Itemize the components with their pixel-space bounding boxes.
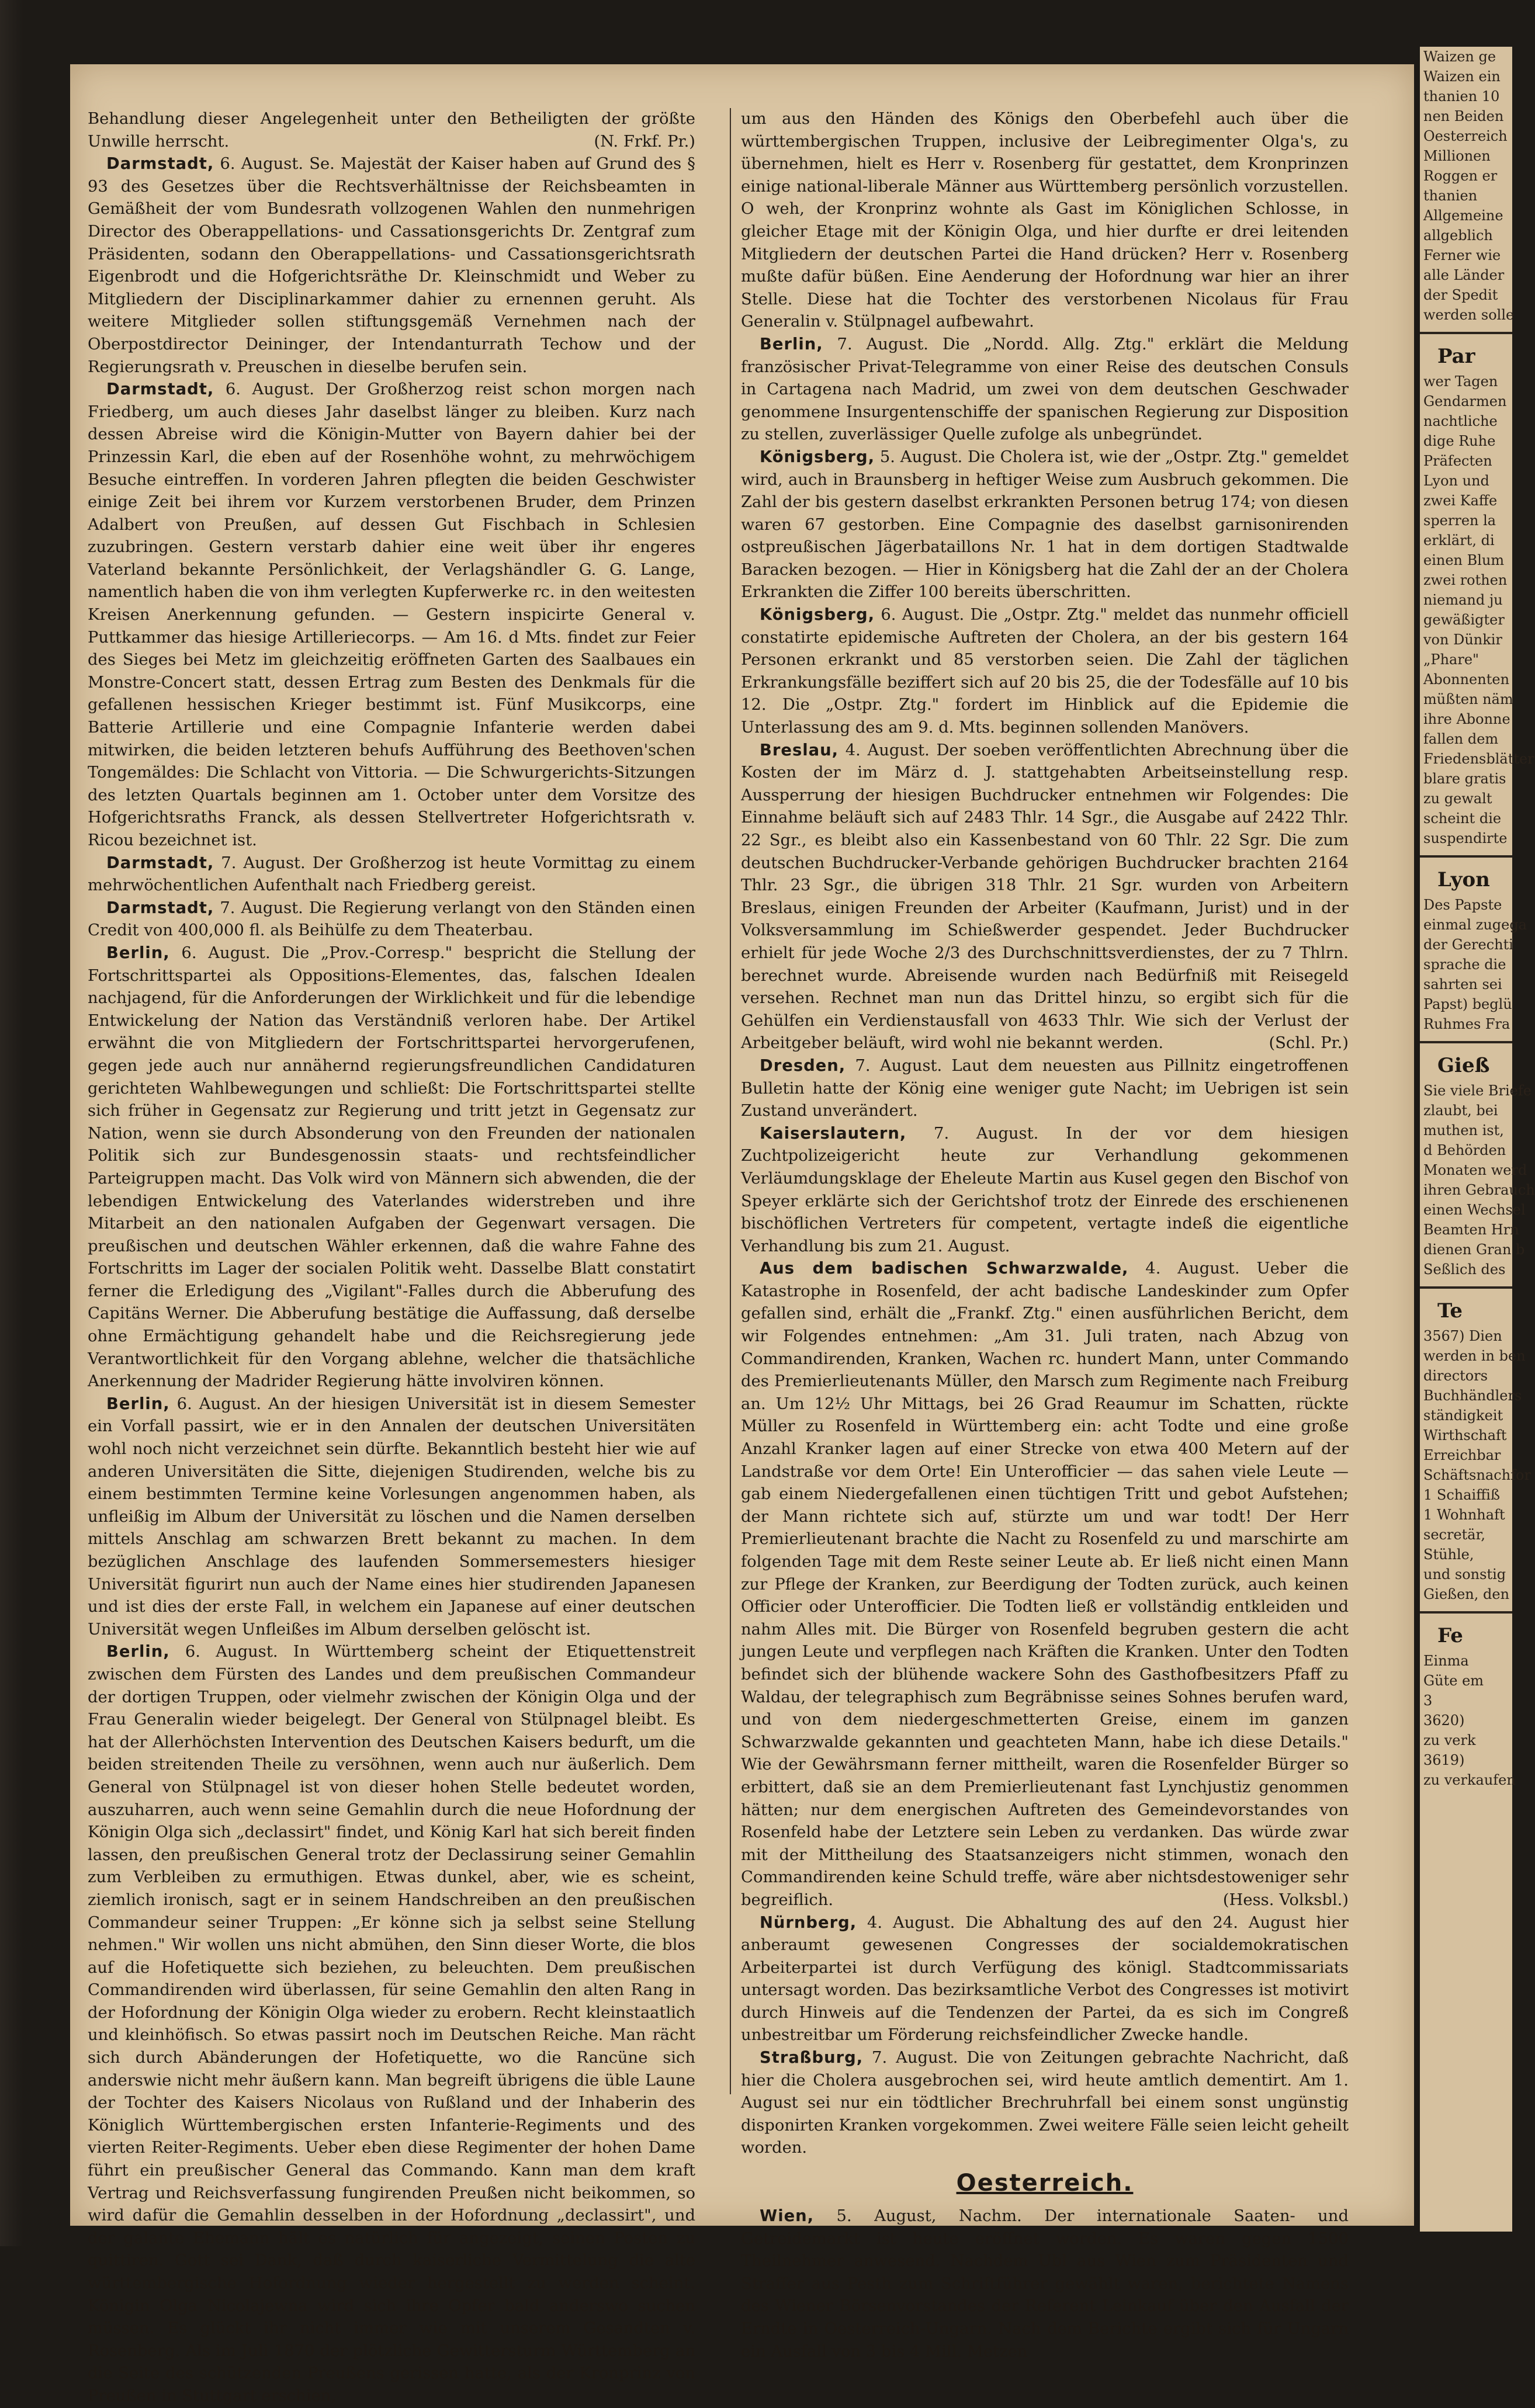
article-dateline: Berlin,: [106, 1394, 170, 1413]
news-article: [741, 2047, 1349, 2160]
adjacent-page-line: scheint die: [1423, 810, 1502, 827]
adjacent-page-line: Monaten werd: [1423, 1162, 1527, 1178]
adjacent-page-line: Schäftsnachfor: [1423, 1467, 1531, 1483]
adjacent-page-line: Friedensblätter: [1423, 751, 1534, 767]
adjacent-page-line: sahrten sei: [1423, 976, 1502, 993]
adjacent-page-rule: [1420, 332, 1512, 334]
adjacent-page-line: „Phare": [1423, 651, 1479, 668]
article-dateline: Darmstadt,: [106, 380, 214, 399]
adjacent-page-line: fallen dem: [1423, 731, 1499, 747]
article-text: 4. August. Ueber die Katastrophe in Rosenfeld, der acht badische Landeskinder zum Opfer gefallen sind, erhält die „Frankf. Ztg." einen ausführlichen Bericht, dem wir Folgendes entnehmen: „Am 31. Juli traten, nach Abzug von Commandirenden, Kranken, Wachen rc. hundert Mann, unter Commando des Premierlieutenants Müller, den Marsch zum Regimente nach Freiburg an. Um 12½ Uhr Mittags, bei 26 Grad Reaumur im Schatten, rückte Müller zu Rosenfeld in Württemberg ein: acht Todte und eine große Anzahl Kranker lagen auf einer Strecke von etwa 400 Metern auf der Landstraße vor dem Orte! Ein Unterofficier — das sahen viele Leute — gab einem Niedergefallenen einen tüchtigen Tritt und gebot Aufstehen; der Mann richtete sich auf, stürzte um und war todt! Der Herr Premierlieutenant brachte die Nacht zu Rosenfeld zu und marschirte am folgenden Tage mit dem Reste seiner Leute ab. Er ließ nicht einen Mann zur Pflege der Kranken, zur Beerdigung der Todten zurück, auch keinen Officier oder Unterofficier. Die Todten ließ er vollständig entkleiden und nahm Alles mit. Die Bürger von Rosenfeld begruben gestern die acht jungen Leute und verpflegen nach Kräften die Kranken. Unter den Todten befindet sich der blühende wackere Sohn des Gasthofbesitzers Pfaff zu Waldau, der telegraphisch zum Begräbnisse seines Sohnes berufen ward, und von dem niedergeschmetterten Greise, einem im ganzen Schwarzwalde gekannten und geachteten Mann, habe ich diese Details." Wie der Gewährsmann ferner mittheilt, waren die Rosenfelder Bürger so erbittert, daß sie an dem Premierlieutenant fast Lynchjustiz genommen hätten; nur dem energischen Auftreten des Gemeindevorstandes von Rosenfeld habe der Letztere sein Leben zu verdanken. Das würde zwar mit der Mittheilung des Staatsanzeigers nicht stimmen, wonach den Commandirenden keine Schuld treffe, wäre aber nichtsdestoweniger sehr begreiflich.: [741, 1259, 1349, 1909]
adjacent-page-line: Allgemeine: [1423, 207, 1503, 224]
adjacent-page-line: Lyon: [1437, 868, 1490, 891]
article-dateline: Darmstadt,: [106, 898, 214, 917]
adjacent-page-line: dienen Gran b: [1423, 1241, 1525, 1258]
adjacent-page-line: Präfecten: [1423, 453, 1492, 469]
adjacent-page-line: Oesterreich: [1423, 128, 1508, 144]
article-text: 7. August. Die Regierung verlangt von den Ständen einen Credit von 400,000 fl. als Beihülfe zu dem Theaterbau.: [88, 898, 695, 940]
adjacent-page-line: Des Papste: [1423, 897, 1502, 913]
adjacent-page-line: ständigkeit: [1423, 1407, 1503, 1424]
adjacent-page-line: Papst) beglü: [1423, 996, 1512, 1012]
adjacent-page-line: thanien 10: [1423, 88, 1500, 105]
adjacent-page-line: Sie viele Briefe: [1423, 1082, 1531, 1099]
adjacent-page-line: Wirthschaft: [1423, 1427, 1507, 1444]
adjacent-page-line: Güte em: [1423, 1673, 1484, 1689]
adjacent-page-line: allgeblich: [1423, 227, 1493, 244]
article-dateline: Wien,: [760, 2207, 815, 2226]
section-heading-austria: Oesterreich.: [956, 2170, 1134, 2197]
adjacent-page-rule: [1420, 1286, 1512, 1289]
article-dateline: Aus dem badischen Schwarzwalde,: [760, 1259, 1129, 1278]
article-text: 7. August. Der Großherzog ist heute Vormittag zu einem mehrwöchentlichen Aufenthalt nach Friedberg gereist.: [88, 853, 695, 895]
article-dateline: Berlin,: [106, 943, 170, 962]
news-article: [88, 852, 695, 897]
article-source: (N. Frkf. Pr.): [594, 132, 695, 151]
article-text: 6. August. Se. Majestät der Kaiser haben auf Grund des § 93 des Gesetzes über die Rechtsverhältnisse der Reichsbeamten in Gemäßheit der vom Bundesrath vollzogenen Wahlen den nunmehrigen Director des Oberappellations- und Cassationsgerichts Dr. Zentgraf zum Präsidenten, sodann den Oberappellations- und Cassationsgerichtsrath Eigenbrodt und die Hofgerichtsräthe Dr. Kleinschmidt und Weber zu Mitgliedern der Disciplinarkammer dahier zu ernennen geruht. Als weitere Mitglieder sollen stiftungsgemäß Vernehmen nach der Oberpostdirector Deininger, der Intendanturrath Techow und der Regierungsrath v. Preuschen in dieselbe berufen sein.: [88, 155, 695, 376]
adjacent-page-line: 1 Wohnhaft: [1423, 1507, 1505, 1523]
article-dateline: Straßburg,: [760, 2049, 864, 2067]
adjacent-page-line: zlaubt, bei: [1423, 1102, 1498, 1119]
article-dateline: Nürnberg,: [760, 1913, 857, 1932]
adjacent-page-line: zu gewalt: [1423, 790, 1492, 807]
adjacent-page-line: zwei Kaffe: [1423, 492, 1498, 509]
adjacent-page-line: secretär,: [1423, 1526, 1486, 1543]
article-text: 4. August. Die Abhaltung des auf den 24. August hier anberaumt gewesenen Congresses der socialdemokratischen Arbeiterpartei ist durch Verfügung des königl. Stadtcommissariats untersagt worden. Das bezirksamtliche Verbot des Congresses ist motivirt durch Hinweis auf die Tendenzen der Partei, da es sich im Congreß unbestreitbar um Förderung reichsfeindlicher Zwecke handle.: [741, 1913, 1349, 2045]
adjacent-page-rule: [1420, 1041, 1512, 1043]
article-dateline: Dresden,: [760, 1056, 846, 1075]
adjacent-page-line: nachtliche: [1423, 413, 1498, 429]
adjacent-page-line: 1 Schaiffiß: [1423, 1487, 1500, 1503]
news-article: [741, 334, 1349, 446]
adjacent-page-line: der Spedit: [1423, 287, 1498, 303]
adjacent-page-line: 3619): [1423, 1752, 1465, 1768]
article-dateline: Darmstadt,: [106, 853, 214, 872]
column-divider: [730, 108, 731, 2094]
article-text: 7. August. Die von Zeitungen gebrachte Nachricht, daß hier die Cholera ausgebrochen sei, wird heute amtlich dementirt. Am 1. August sei nur ein tödtlicher Brechruhrfall bei einem sonst ungünstig disponirten Kranken vorgekommen. Zwei weitere Fälle seien leicht geheilt worden.: [741, 2049, 1349, 2157]
news-article: [741, 2205, 1349, 2363]
adjacent-page-fragment: [1420, 47, 1535, 2232]
article-text: 6. August. Die „Prov.-Corresp." bespricht die Stellung der Fortschrittspartei als Oppositions-Elementes, das, falschen Idealen nachjagend, für die Anforderungen der Wirklichkeit und für die lebendige Entwickelung der Nation das Verständniß verloren habe. Der Artikel erwähnt die von Mitgliedern der Fortschrittspartei hervorgerufenen, gegen jede auch nur annähernd regierungsfreundlichen Candidaturen gerichteten Wahlbewegungen und schließt: Die Fortschrittspartei stellte sich früher in Gegensatz zur Regierung und tritt jetzt in Gegensatz zur Nation, wenn sie durch Absonderung von den Freunden der nationalen Politik sich zur Bundesgenossin staats- und rechtsfeindlicher Parteigruppen macht. Das Volk wird von Männern sich abwenden, die der lebendigen Entwickelung des Vaterlandes widerstreben und ihre Mitarbeit an den nationalen Aufgaben der Gegenwart versagen. Die preußischen und deutschen Wähler erkennen, daß die wahre Fahne des Fortschritts im Lager der socialen Politik weht. Dasselbe Blatt constatirt ferner die Erledigung des „Vigilant"-Falles durch die Abberufung des Capitäns Werner. Die Abberufung bestätige die Auffassung, daß derselbe ohne Ermächtigung gehandelt habe und die Reichsregierung jede Verantwortlichkeit für den Vorgang ablehne, welcher die thatsächliche Anerkennung der Madrider Regierung hätte involviren können.: [88, 943, 695, 1391]
article-text: 7. August. Die „Nordd. Allg. Ztg." erklärt die Meldung französischer Privat-Telegramme von einer Reise des deutschen Consuls in Cartagena nach Madrid, um zwei von dem deutschen Geschwader genommene Insurgentenschiffe der spanischen Regierung zur Disposition zu stellen, zuverlässiger Quelle zufolge als unbegründet.: [741, 335, 1349, 444]
adjacent-page-line: Erreichbar: [1423, 1447, 1501, 1463]
article-dateline: Berlin,: [760, 335, 823, 353]
article-text: 5. August. Die Cholera ist, wie der „Ostpr. Ztg." gemeldet wird, auch in Braunsberg in heftiger Weise zum Ausbruch gekommen. Die Zahl der bis gestern daselbst erkrankten Personen betrug 174; von diesen waren 67 gestorben. Eine Compagnie des daselbst garnisonirenden ostpreußischen Jägerbataillons Nr. 1 hat in dem dortigen Stadtwalde Baracken bezogen. — Hier in Königsberg hat die Zahl der an der Cholera Erkrankten die Ziffer 100 bereits überschritten.: [741, 447, 1349, 602]
adjacent-page-line: gewäßigter: [1423, 612, 1505, 628]
adjacent-page-line: blare gratis: [1423, 771, 1506, 787]
adjacent-page-line: erklärt, di: [1423, 532, 1495, 549]
news-article: [88, 897, 695, 942]
adjacent-page-line: Waizen ein: [1423, 68, 1501, 85]
adjacent-page-line: wer Tagen: [1423, 373, 1498, 390]
adjacent-page-line: Einma: [1423, 1653, 1469, 1669]
article-text: 6. August. In Württemberg scheint der Etiquettenstreit zwischen dem Fürsten des Landes und dem preußischen Commandeur der dortigen Truppen, oder vielmehr zwischen der Königin Olga und der Frau Generalin wieder beigelegt. Der General von Stülpnagel bleibt. Es hat der Allerhöchsten Intervention des Deutschen Kaisers bedurft, um die beiden streitenden Theile zu versöhnen, wenn auch nur äußerlich. Dem General von Stülpnagel ist von dieser hohen Stelle bedeutet worden, auszuharren, auch wenn seine Gemahlin durch die neue Hofordnung der Königin Olga sich „declassirt" findet, und König Karl hat sich bereit finden lassen, den preußischen General trotz der Declassirung seiner Gemahlin zum Verbleiben zu ermuthigen. Etwas dunkel, aber, wie es scheint, ziemlich ironisch, sagt er in seinem Handschreiben an den preußischen Commandeur seiner Truppen: „Er könne sich ja selbst seine Stellung nehmen." Wir wollen uns nicht abmühen, den Sinn dieser Worte, die blos auf die Hofetiquette sich beziehen, zu beleuchten. Dem preußischen Commandirenden wird überlassen, für seine Gemahlin den alten Rang in der Hofordnung der Königin Olga wieder zu erobern. Recht kleinstaatlich und kleinhöfisch. So etwas passirt noch im Deutschen Reiche. Man rächt sich durch Abänderungen der Hofetiquette, wo die Rancüne sich anderswie nicht mehr äußern kann. Man begreift übrigens die üble Laune der Tochter des Kaisers Nicolaus von Rußland und der Inhaberin des Königlich Württembergischen ersten Infanterie-Regiments und des vierten Reiter-Regiments. Ueber eben diese Regimenter der hohen Dame führt ein preußischer General das Commando. Kann man dem kraft Vertrag und Reichsverfassung fungirenden Preußen nicht beikommen, so wird dafür die Gemahlin desselben in der Hofordnung „declassirt", und der galante Ehemann hält es natürlich für angezeigt, seinen Posten zu quittiren. Gott sei Dank, daß durch kaiserliche Vermittelung die alte württembergische Hofordnung wieder hergestellt zu werden scheint. Königin Olga Nicolajewna wird sich ihre Opfer bald anderswo suchen müssen. Es glückt ihr nicht immer wie mit unserem Gesandten v. Rosenberg. Als im Juli 1870 der plötzliche Gewittersturm Württemberg an die Seite des schützenden Preußens gerissen hatte, als der Kronprinz von Preußen in Stuttgart erschien,: [88, 1643, 695, 2405]
adjacent-page-line: zwei rothen: [1423, 572, 1508, 588]
article-source: (Hess. Volksbl.): [1222, 1890, 1349, 1909]
article-text: 5. August, Nachm. Der internationale Saaten- und Getreidemarkt ist heute eröffnet worden. Es waren gegen 1500 Theilnehmer anwesend. Nachdem Ubl aus Wien zum Präsidenten und Straffer aus Pesth zum Schriftführer gewählt waren, berichtete Namens des Wiener Börsenvorstandes der Referent Leinkauf über den Ausfall der Erndte in Oesterreich-Ungarn. Nach dem Berichte ergibt sich für Ungarn ein Ausfall von 3 bis 4 Mill. Metzen: [741, 2207, 1349, 2361]
news-article: [741, 1912, 1349, 2048]
adjacent-page-line: dige Ruhe: [1423, 433, 1496, 449]
adjacent-page-line: Fe: [1437, 1624, 1463, 1647]
adjacent-page-line: Millionen: [1423, 148, 1491, 164]
adjacent-page-line: directors: [1423, 1368, 1488, 1384]
adjacent-page-line: ihre Abonne: [1423, 711, 1510, 727]
article-text: 7. August. Laut dem neuesten aus Pillnitz eingetroffenen Bulletin hatte der König eine weniger gute Nacht; im Uebrigen ist sein Zustand unverändert.: [741, 1056, 1349, 1120]
adjacent-page-line: einen Wechsel: [1423, 1202, 1526, 1218]
article-dateline: Kaiserslautern,: [760, 1124, 907, 1143]
news-article: [741, 1055, 1349, 1123]
news-article: [741, 446, 1349, 604]
article-text: 6. August. Die „Ostpr. Ztg." meldet das nunmehr officiell constatirte epidemische Auftreten der Cholera, an der bis gestern 164 Personen erkrankt und 85 verstorben seien. Die Zahl der täglichen Erkrankungsfälle beziffert sich auf 20 bis 25, die der Todesfälle auf 10 bis 12. Die „Ostpr. Ztg." fordert im Hinblick auf die Epidemie die Unterlassung des am 9. d. Mts. beginnen sollenden Manövers.: [741, 606, 1349, 737]
adjacent-page-line: werden solle: [1423, 307, 1515, 323]
adjacent-page-line: nen Beiden: [1423, 108, 1504, 124]
article-text: 4. August. Der soeben veröffentlichten Abrechnung über die Kosten der im März d. J. stattgehabten Arbeitseinstellung resp. Aussperrung der hiesigen Buchdrucker entnehmen wir Folgendes: Die Einnahme beläuft sich auf 2483 Thlr. 14 Sgr., die Ausgabe auf 2422 Thlr. 22 Sgr., es bleibt also ein Kassenbestand von 60 Thlr. 22 Sgr. Die zum deutschen Buchdrucker-Verbande gehörigen Buchdrucker brachten 2164 Thlr. 23 Sgr., die übrigen 318 Thlr. 21 Sgr. wurden von Arbeitern Breslaus, einigen Freunden der Arbeiter (Kaufmann, Jurist) und in der Volksversammlung im Schießwerder gespendet. Jeder Buchdrucker erhielt für jede Woche 2/3 des Durchschnittsverdienstes, der zu 7 Thlrn. berechnet wurde. Abreisende wurden nach Bedürfniß mit Reisegeld versehen. Rechnet man nun das Drittel hinzu, so ergibt sich für die Gehülfen ein Verdienstausfall von 4633 Thlr. Wie sich der Verlust der Arbeitgeber beläuft, wird wohl nie bekannt werden.: [741, 741, 1349, 1053]
adjacent-page-line: d Behörden: [1423, 1142, 1506, 1158]
adjacent-page-line: einen Blum: [1423, 552, 1505, 568]
adjacent-page-rule: [1420, 855, 1512, 858]
adjacent-page-line: Stühle,: [1423, 1546, 1474, 1563]
adjacent-page-line: alle Länder: [1423, 267, 1505, 283]
adjacent-page-line: Ferner wie: [1423, 247, 1501, 263]
adjacent-page-line: Buchhändlers: [1423, 1387, 1522, 1404]
article-text: um aus den Händen des Königs den Oberbefehl auch über die württembergischen Truppen, inclusive der Leibregimenter Olga's, zu übernehmen, hielt es Herr v. Rosenberg für gestattet, dem Kronprinzen einige national-liberale Männer aus Württemberg persönlich vorzustellen. O weh, der Kronprinz wohnte als Gast im Königlichen Schlosse, in gleicher Etage mit der Königin Olga, und hier durfte er drei leitenden Mitgliedern der deutschen Partei die Hand drücken? Herr v. Rosenberg mußte dafür büßen. Eine Aenderung der Hofordnung war hier an ihrer Stelle. Diese hat die Tochter des verstorbenen Nicolaus für Frau Generalin v. Stülpnagel aufbewahrt.: [741, 110, 1349, 331]
news-article: [741, 740, 1349, 1055]
adjacent-page-line: Gieß: [1437, 1054, 1490, 1077]
article-dateline: Breslau,: [760, 741, 839, 759]
article-source: (Schl. Pr.): [1269, 1034, 1349, 1053]
article-text: 6. August. An der hiesigen Universität ist in diesem Semester ein Vorfall passirt, wie er in den Annalen der deutschen Universitäten wohl noch nicht verzeichnet sein dürfte. Bekanntlich besteht hier wie auf anderen Universitäten die Sitte, diejenigen Studirenden, welche bis zu einem bestimmten Termine keine Vorlesungen angenommen haben, als unfleißig im Album der Universität zu löschen und die Namen derselben mittels Anschlag am schwarzen Brett bekannt zu machen. In dem bezüglichen Anschlage des laufenden Sommersemesters hiesiger Universität figurirt nun auch der Name eines hier studirenden Japanesen und ist dies der erste Fall, in welchem ein Japanese auf einer deutschen Universität wegen Unfleißes im Album derselben gelöscht ist.: [88, 1394, 696, 1639]
adjacent-page-line: zu verk: [1423, 1732, 1476, 1748]
adjacent-page-line: Beamten Hrn: [1423, 1222, 1519, 1238]
adjacent-page-line: niemand ju: [1423, 592, 1503, 608]
adjacent-page-line: von Dünkir: [1423, 632, 1502, 648]
adjacent-page-line: Par: [1437, 345, 1475, 368]
adjacent-page-line: 3567) Dien: [1423, 1328, 1502, 1344]
news-article: [741, 1123, 1349, 1258]
adjacent-page-line: 3: [1423, 1692, 1433, 1709]
adjacent-page-line: Roggen er: [1423, 168, 1498, 184]
adjacent-page-line: zu verkaufen: [1423, 1772, 1516, 1788]
adjacent-page-line: Ruhmes Fra: [1423, 1016, 1510, 1032]
adjacent-page-line: werden in ben: [1423, 1348, 1526, 1364]
news-article: [741, 604, 1349, 740]
adjacent-page-line: thanien: [1423, 188, 1478, 204]
news-article: [88, 153, 695, 379]
adjacent-page-line: sprache die: [1423, 956, 1506, 973]
adjacent-page-rule: [1420, 1611, 1512, 1614]
article-text: 7. August. In der vor dem hiesigen Zuchtpolizeigericht heute zur Verhandlung gekommenen Verläumdungsklage der Eheleute Martin aus Kusel gegen den Bischof von Speyer erklärte sich der Gerichtshof trotz der Einrede des erschienenen bischöflichen Vertreters für competent, vertagte indeß die eigentliche Verhandlung bis zum 21. August.: [741, 1124, 1349, 1255]
article-dateline: Berlin,: [106, 1643, 170, 1661]
adjacent-page-line: Abonnenten: [1423, 671, 1510, 688]
news-article: [88, 379, 695, 852]
adjacent-page-line: ihren Gebrauch: [1423, 1182, 1535, 1198]
adjacent-page-line: 3620): [1423, 1712, 1465, 1729]
article-text: Behandlung dieser Angelegenheit unter den Betheiligten der größte Unwille herrscht.: [88, 110, 695, 151]
adjacent-page-line: Te: [1437, 1299, 1463, 1323]
adjacent-page-line: Seßlich des: [1423, 1261, 1506, 1278]
news-article: [88, 1641, 695, 2407]
adjacent-page-line: Waizen ge: [1423, 48, 1496, 65]
news-article: [88, 1393, 695, 1642]
adjacent-page-line: Gießen, den: [1423, 1586, 1510, 1602]
adjacent-page-line: der Gerechti: [1423, 936, 1513, 953]
news-article: [741, 108, 1349, 334]
article-dateline: Königsberg,: [760, 447, 875, 466]
right-column: [741, 108, 1349, 2361]
adjacent-page-line: Lyon und: [1423, 473, 1489, 489]
adjacent-page-line: sperren la: [1423, 512, 1496, 529]
news-article: [88, 942, 695, 1393]
news-article: [88, 108, 695, 153]
news-article: [741, 1258, 1349, 1911]
adjacent-page-line: suspendirte: [1423, 830, 1508, 846]
adjacent-page-line: und sonstig: [1423, 1566, 1506, 1583]
article-text: 6. August. Der Großherzog reist schon morgen nach Friedberg, um auch dieses Jahr daselbst länger zu bleiben. Kurz nach dessen Abreise wird die Königin-Mutter von Bayern dahier bei der Prinzessin Karl, die eben auf der Rosenhöhe wohnt, zu mehrwöchigem Besuche eintreffen. In vorderen Jahren pflegten die beiden Geschwister einige Zeit bei ihrem vor Kurzem verstorbenen Bruder, dem Prinzen Adalbert von Preußen, auf dessen Gut Fischbach in Schlesien zuzubringen. Gestern verstarb dahier eine weit über ihr engeres Vaterland bekannte Persönlichkeit, der Verlagshändler G. G. Lange, namentlich haben die von ihm verlegten Kupferwerke rc. in den weitesten Kreisen Anerkennung gefunden. — Gestern inspicirte General v. Puttkammer das hiesige Artilleriecorps. — Am 16. d Mts. findet zur Feier des Sieges bei Metz im gleichzeitig eröffneten Garten des Saalbaues ein Monstre-Concert statt, dessen Ertrag zum Besten des Denkmals für die gefallenen hessischen Krieger bestimmt ist. Fünf Musikcorps, eine Batterie Artillerie und eine Compagnie Infanterie werden dabei mitwirken, die beiden letzteren behufs Aufführung des Beethoven'schen Tongemäldes: Die Schlacht von Vittoria. — Die Schwurgerichts-Sitzungen des letzten Quartals beginnen am 1. October unter dem Vorsitze des Hofgerichtsraths Franck, als dessen Stellvertreter Hofgerichtsrath v. Ricou bezeichnet ist.: [88, 380, 695, 849]
adjacent-page-line: müßten näm: [1423, 691, 1513, 707]
article-dateline: Darmstadt,: [106, 155, 214, 174]
adjacent-page-line: Gendarmen: [1423, 393, 1507, 410]
adjacent-page-line: einmal zugega: [1423, 917, 1527, 933]
left-column: [88, 108, 696, 2405]
article-dateline: Königsberg,: [760, 606, 875, 624]
adjacent-page-line: muthen ist,: [1423, 1122, 1504, 1139]
